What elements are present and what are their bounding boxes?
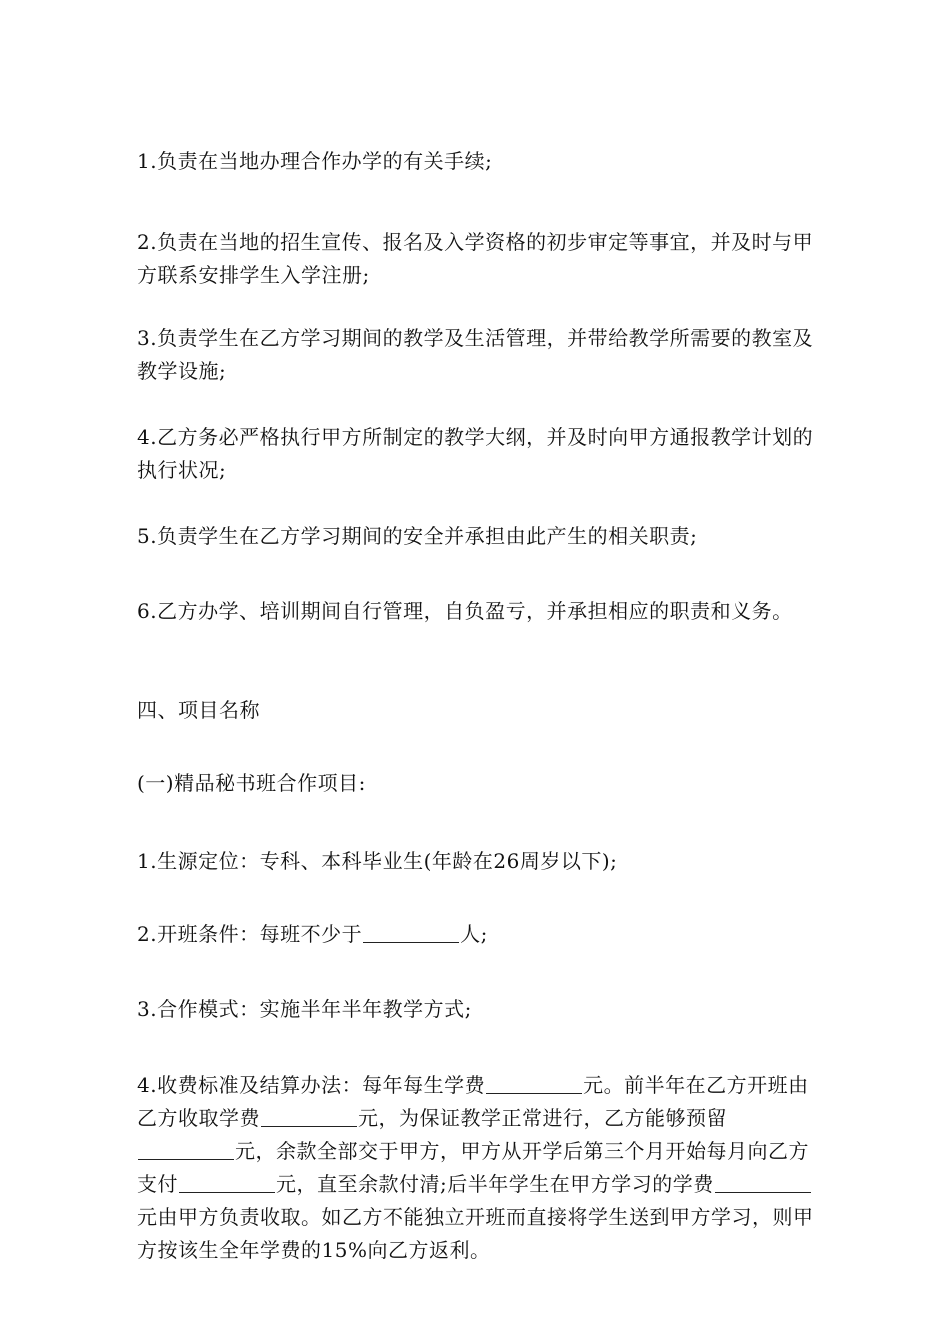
- blank-field: [363, 922, 459, 943]
- clause-5: 5.负责学生在乙方学习期间的安全并承担由此产生的相关职责;: [137, 524, 698, 548]
- item-class-condition-unit: 人;: [460, 922, 488, 946]
- blank-field: [715, 1172, 811, 1193]
- clause-6: 6.乙方办学、培训期间自行管理，自负盈亏，并承担相应的职责和义务。: [137, 599, 793, 623]
- item-class-condition-text: 2.开班条件：每班不少于: [137, 922, 363, 946]
- fee-text-4: 元，余款全部交于甲方，甲方从开学后第三个月开始每月向乙方支付: [137, 1139, 809, 1196]
- fee-text-1: 4.收费标准及结算办法：每年每生学费: [137, 1073, 486, 1097]
- blank-field: [261, 1106, 357, 1127]
- fee-text-5: 元，直至余款付清;后半年学生在甲方学习的学费: [276, 1172, 714, 1196]
- item-class-condition: [137, 918, 817, 951]
- subsection-heading: (一)精品秘书班合作项目:: [137, 771, 366, 795]
- item-cooperation-mode: 3.合作模式：实施半年半年教学方式;: [137, 997, 472, 1021]
- blank-field: [486, 1073, 582, 1094]
- fee-text-2: 元。前半年在乙方开班由乙方收取学费: [137, 1073, 809, 1130]
- item-fee-settlement: [137, 1069, 817, 1267]
- section-heading-project-name: 四、项目名称: [137, 698, 260, 722]
- clause-3: 3.负责学生在乙方学习期间的教学及生活管理，并带给教学所需要的教室及教学设施;: [137, 326, 814, 383]
- blank-field: [138, 1139, 234, 1160]
- clause-2: 2.负责在当地的招生宣传、报名及入学资格的初步审定等事宜，并及时与甲方联系安排学生入学注册;: [137, 230, 814, 287]
- clause-4: 4.乙方务必严格执行甲方所制定的教学大纲，并及时向甲方通报教学计划的执行状况;: [137, 425, 814, 482]
- blank-field: [179, 1172, 275, 1193]
- fee-text-3: 元，为保证教学正常进行，乙方能够预留: [358, 1106, 727, 1130]
- clause-1: 1.负责在当地办理合作办学的有关手续;: [137, 149, 493, 173]
- fee-text-6: 元由甲方负责收取。如乙方不能独立开班而直接将学生送到甲方学习，则甲方按该生全年学费的15%向乙方返利。: [137, 1205, 814, 1262]
- item-student-source: 1.生源定位：专科、本科毕业生(年龄在26周岁以下);: [137, 849, 618, 873]
